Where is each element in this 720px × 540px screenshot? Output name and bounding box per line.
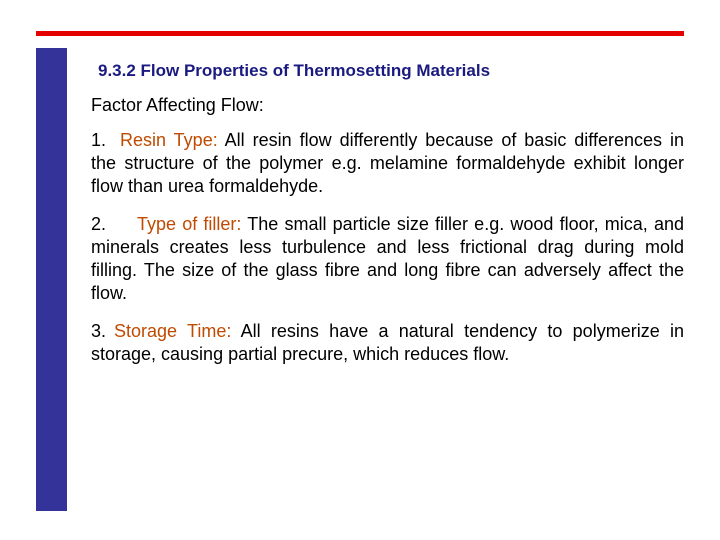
- point-number: 2.: [91, 214, 107, 234]
- point-2: [91, 213, 684, 305]
- point-number: 3.: [91, 321, 107, 341]
- point-1: [91, 129, 684, 198]
- point-text: All resins have a natural tendency to polymerize in storage, causing partial precure, which reduces flow.: [91, 321, 684, 364]
- point-3: [91, 320, 684, 366]
- point-text: All resin flow differently because of basic differences in the structure of the polymer e.g. melamine formaldehyde exhibit longer flow than urea formaldehyde.: [91, 130, 684, 196]
- point-term: Resin Type:: [120, 130, 218, 150]
- point-number: 1.: [91, 130, 107, 150]
- subtitle: Factor Affecting Flow:: [91, 95, 264, 115]
- slide-body: [91, 94, 684, 381]
- top-accent-bar: [36, 31, 684, 36]
- slide-title: 9.3.2 Flow Properties of Thermosetting Materials: [98, 61, 491, 80]
- side-accent-bar: [36, 48, 67, 511]
- point-term: Storage Time:: [114, 321, 232, 341]
- point-term: Type of filler:: [137, 214, 242, 234]
- point-text: The small particle size filler e.g. wood floor, mica, and minerals creates less turbulence and less frictional drag during mold filling. The size of the glass fibre and long fibre can adversely affect the flow.: [91, 214, 684, 303]
